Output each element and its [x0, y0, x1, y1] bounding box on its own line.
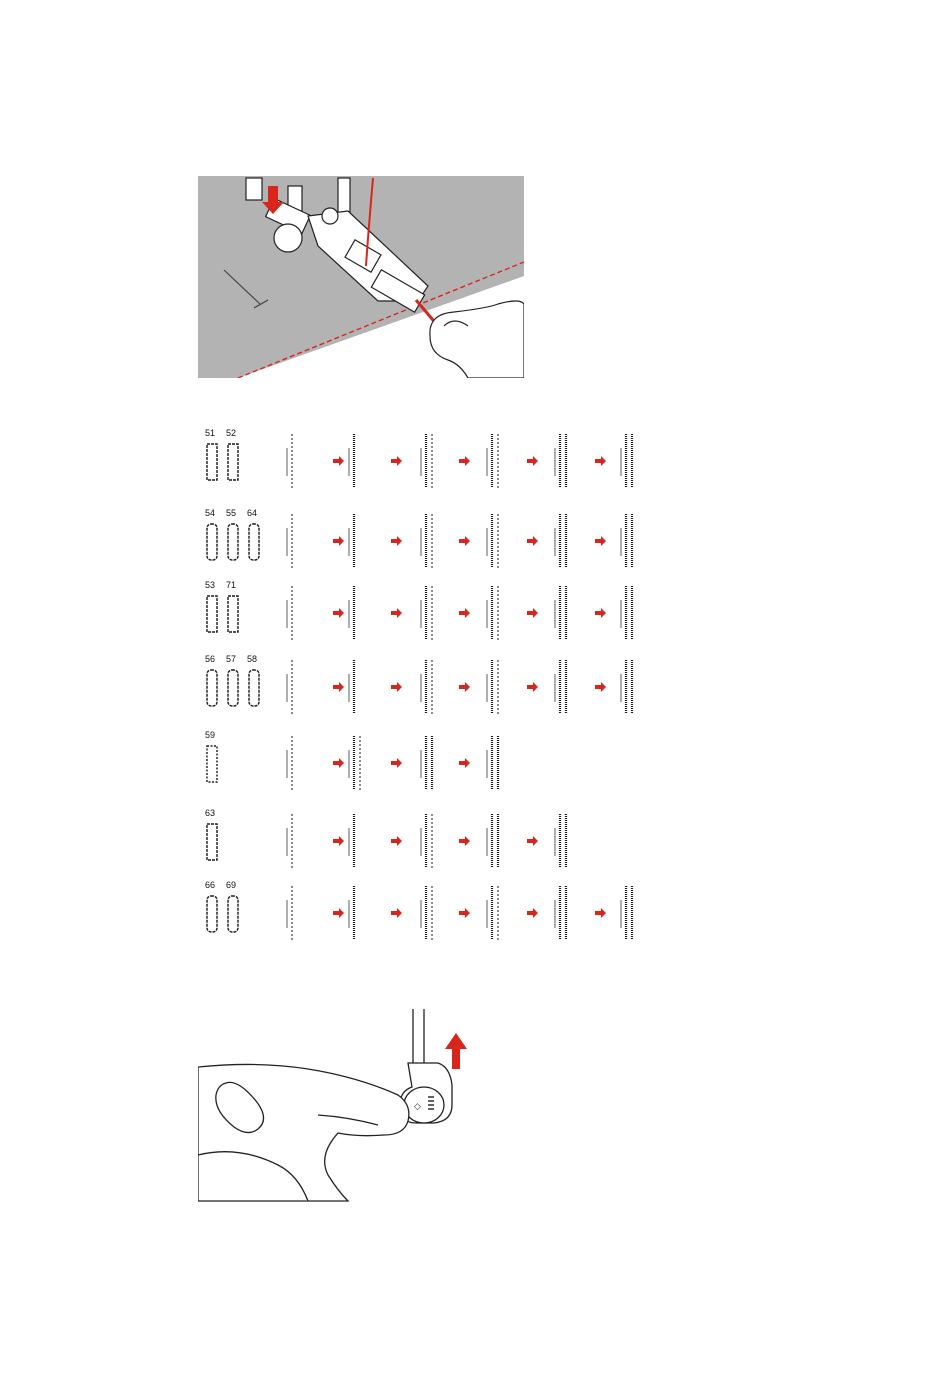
next-step-arrow [333, 836, 344, 846]
sequence-drawing [195, 580, 655, 646]
sequence-step [287, 736, 292, 790]
sequence-step [487, 814, 498, 868]
sequence-drawing [195, 880, 655, 946]
sequence-step [487, 660, 498, 714]
next-step-arrow [459, 758, 470, 768]
buttonhole-preview-icon [207, 746, 217, 782]
buttonhole-preview-icon [228, 444, 238, 480]
sequence-step [421, 814, 432, 868]
sequence-step [621, 434, 632, 488]
buttonhole-preview-icon [228, 896, 238, 932]
next-step-arrow [391, 758, 402, 768]
sequence-row [195, 654, 655, 720]
sequence-step [287, 586, 292, 640]
buttonhole-preview-icon [228, 524, 238, 560]
next-step-arrow [595, 608, 606, 618]
sequence-row [195, 880, 655, 946]
pattern-number: 64 [247, 508, 258, 518]
sequence-step [621, 514, 632, 568]
sequence-row [195, 808, 655, 874]
sequence-step [555, 514, 566, 568]
buttonhole-preview-icon [228, 670, 238, 706]
next-step-arrow [459, 682, 470, 692]
pattern-number: 54 [205, 508, 216, 518]
lever-illustration [198, 1005, 498, 1205]
sequence-step [349, 736, 360, 790]
next-step-arrow [459, 608, 470, 618]
sequence-step [621, 660, 632, 714]
next-step-arrow [527, 836, 538, 846]
pattern-number: 71 [226, 580, 237, 590]
sequence-step [555, 660, 566, 714]
next-step-arrow [527, 682, 538, 692]
buttonhole-preview-icon [207, 670, 217, 706]
next-step-arrow [333, 608, 344, 618]
pattern-number: 59 [205, 730, 216, 740]
sequence-drawing [195, 730, 655, 796]
sequence-step [349, 814, 354, 868]
next-step-arrow [391, 536, 402, 546]
svg-text:◇: ◇ [414, 1101, 421, 1111]
sequence-step [421, 434, 432, 488]
next-step-arrow [459, 836, 470, 846]
sequence-step [421, 886, 432, 940]
pattern-number: 53 [205, 580, 216, 590]
buttonhole-preview-icon [207, 444, 217, 480]
next-step-arrow [391, 456, 402, 466]
buttonhole-preview-icon [249, 524, 259, 560]
sequence-drawing [195, 654, 655, 720]
next-step-arrow [595, 682, 606, 692]
next-step-arrow [595, 536, 606, 546]
next-step-arrow [595, 456, 606, 466]
next-step-arrow [333, 536, 344, 546]
next-step-arrow [459, 456, 470, 466]
sequence-drawing [195, 508, 655, 574]
next-step-arrow [391, 908, 402, 918]
sequence-step [349, 514, 354, 568]
buttonhole-sequence-table [195, 420, 655, 950]
next-step-arrow [527, 536, 538, 546]
sequence-step [287, 514, 292, 568]
pattern-number: 56 [205, 654, 216, 664]
pattern-number: 58 [247, 654, 258, 664]
sequence-step [287, 886, 292, 940]
next-step-arrow [333, 682, 344, 692]
presser-foot-illustration [198, 176, 524, 378]
next-step-arrow [459, 536, 470, 546]
sequence-step [287, 814, 292, 868]
sequence-row [195, 730, 655, 796]
sequence-row [195, 580, 655, 646]
sequence-row [195, 428, 655, 494]
sequence-step [487, 586, 498, 640]
sequence-step [555, 886, 566, 940]
sequence-step [421, 586, 432, 640]
sequence-step [487, 736, 498, 790]
next-step-arrow [333, 456, 344, 466]
buttonhole-preview-icon [249, 670, 259, 706]
sequence-drawing [195, 808, 655, 874]
next-step-arrow [595, 908, 606, 918]
next-step-arrow [527, 456, 538, 466]
sequence-drawing [195, 428, 655, 494]
sequence-step [621, 586, 632, 640]
next-step-arrow [333, 758, 344, 768]
sequence-row [195, 508, 655, 574]
sequence-step [555, 814, 566, 868]
next-step-arrow [391, 682, 402, 692]
sequence-step [287, 434, 292, 488]
buttonhole-preview-icon [207, 596, 217, 632]
pull-up-arrow [445, 1033, 467, 1069]
pattern-number: 55 [226, 508, 237, 518]
next-step-arrow [391, 836, 402, 846]
sequence-step [421, 660, 432, 714]
sequence-step [621, 886, 632, 940]
sequence-step [287, 660, 292, 714]
sequence-step [555, 586, 566, 640]
next-step-arrow [527, 908, 538, 918]
buttonhole-preview-icon [207, 524, 217, 560]
next-step-arrow [527, 608, 538, 618]
next-step-arrow [459, 908, 470, 918]
sequence-step [487, 886, 498, 940]
pattern-number: 66 [205, 880, 216, 890]
buttonhole-preview-icon [207, 896, 217, 932]
sequence-step [487, 434, 498, 488]
sequence-step [555, 434, 566, 488]
pattern-number: 51 [205, 428, 216, 438]
pattern-number: 69 [226, 880, 237, 890]
pattern-number: 63 [205, 808, 216, 818]
sequence-step [349, 586, 354, 640]
sequence-step [421, 736, 432, 790]
sequence-step [349, 886, 354, 940]
pattern-number: 57 [226, 654, 237, 664]
sequence-step [349, 434, 354, 488]
buttonhole-preview-icon [207, 824, 217, 860]
pattern-number: 52 [226, 428, 237, 438]
sequence-step [487, 514, 498, 568]
next-step-arrow [333, 908, 344, 918]
sequence-step [421, 514, 432, 568]
buttonhole-preview-icon [228, 596, 238, 632]
next-step-arrow [391, 608, 402, 618]
sequence-step [349, 660, 354, 714]
